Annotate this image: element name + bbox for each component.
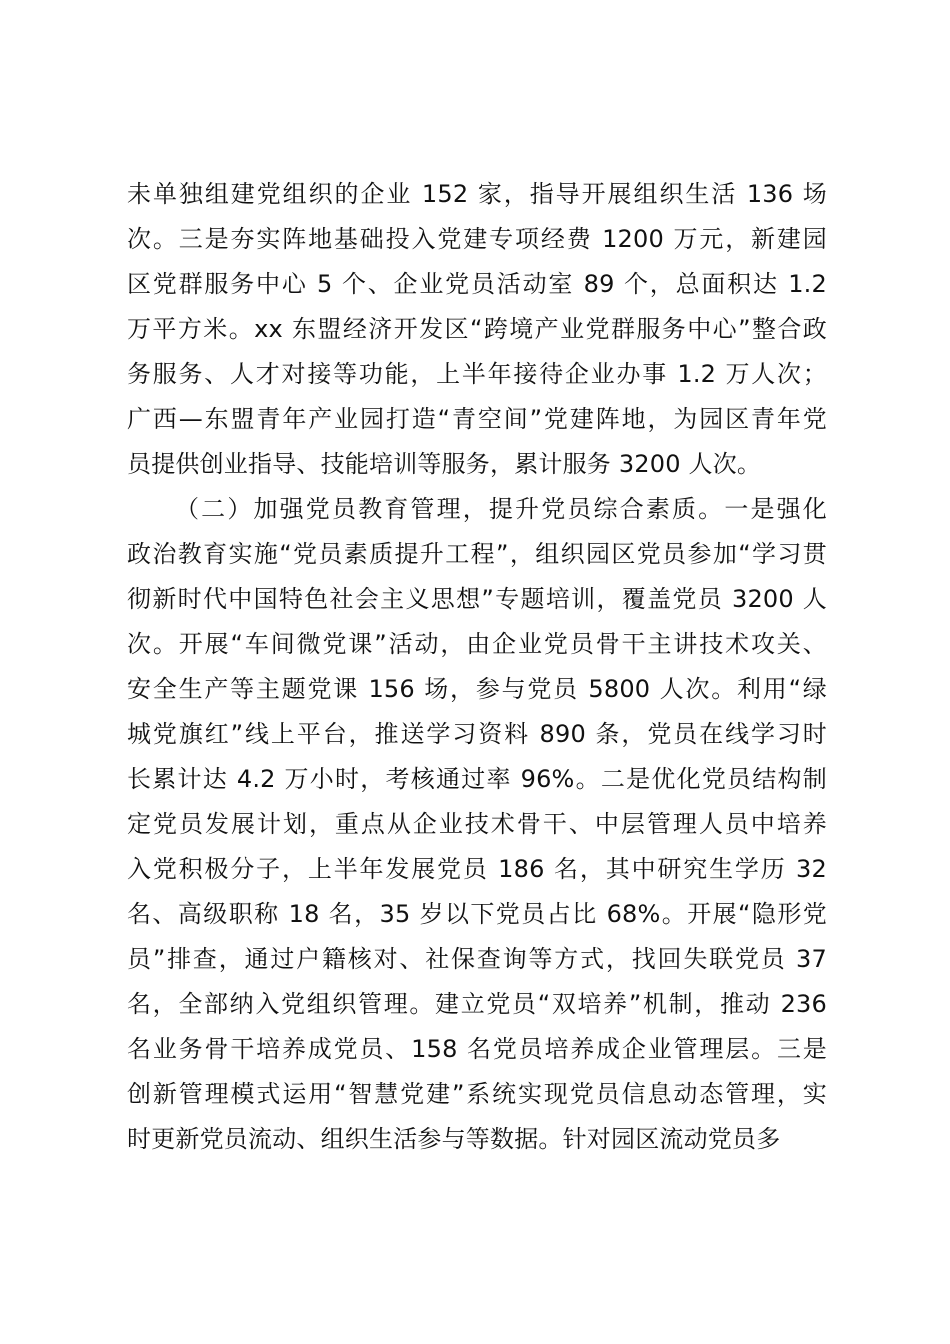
text-line: 政治教育实施“党员素质提升工程”，组织园区党员参加“学习贯	[127, 540, 827, 568]
text-line: 次。开展“车间微党课”活动，由企业党员骨干主讲技术攻关、	[127, 630, 827, 658]
text-line: 区党群服务中心 5 个、企业党员活动室 89 个，总面积达 1.2	[127, 270, 827, 298]
text-line: 次。三是夯实阵地基础投入党建专项经费 1200 万元，新建园	[127, 225, 827, 253]
body-text	[127, 172, 827, 1162]
text-line: 入党积极分子，上半年发展党员 186 名，其中研究生学历 32	[127, 855, 827, 883]
section-heading-line: （二）加强党员教育管理，提升党员综合素质。一是强化	[175, 495, 827, 523]
text-line: 万平方米。xx 东盟经济开发区“跨境产业党群服务中心”整合政	[127, 315, 827, 343]
text-line: 广西—东盟青年产业园打造“青空间”党建阵地，为园区青年党	[127, 405, 827, 433]
text-line: 员提供创业指导、技能培训等服务，累计服务 3200 人次。	[127, 450, 762, 478]
text-line: 创新管理模式运用“智慧党建”系统实现党员信息动态管理，实	[127, 1080, 827, 1108]
text-line: 定党员发展计划，重点从企业技术骨干、中层管理人员中培养	[127, 810, 827, 838]
text-line: 未单独组建党组织的企业 152 家，指导开展组织生活 136 场	[127, 180, 827, 208]
text-line: 名、高级职称 18 名，35 岁以下党员占比 68%。开展“隐形党	[127, 900, 827, 928]
text-line: 安全生产等主题党课 156 场，参与党员 5800 人次。利用“绿	[127, 675, 827, 703]
text-line: 彻新时代中国特色社会主义思想”专题培训，覆盖党员 3200 人	[127, 585, 827, 613]
text-line: 时更新党员流动、组织生活参与等数据。针对园区流动党员多	[127, 1125, 781, 1153]
text-line: 务服务、人才对接等功能，上半年接待企业办事 1.2 万人次；	[127, 360, 827, 388]
text-line: 员”排查，通过户籍核对、社保查询等方式，找回失联党员 37	[127, 945, 827, 973]
text-line: 名业务骨干培养成党员、158 名党员培养成企业管理层。三是	[127, 1035, 827, 1063]
text-line: 长累计达 4.2 万小时，考核通过率 96%。二是优化党员结构制	[127, 765, 827, 793]
text-line: 城党旗红”线上平台，推送学习资料 890 条，党员在线学习时	[127, 720, 827, 748]
text-line: 名，全部纳入党组织管理。建立党员“双培养”机制，推动 236	[127, 990, 827, 1018]
